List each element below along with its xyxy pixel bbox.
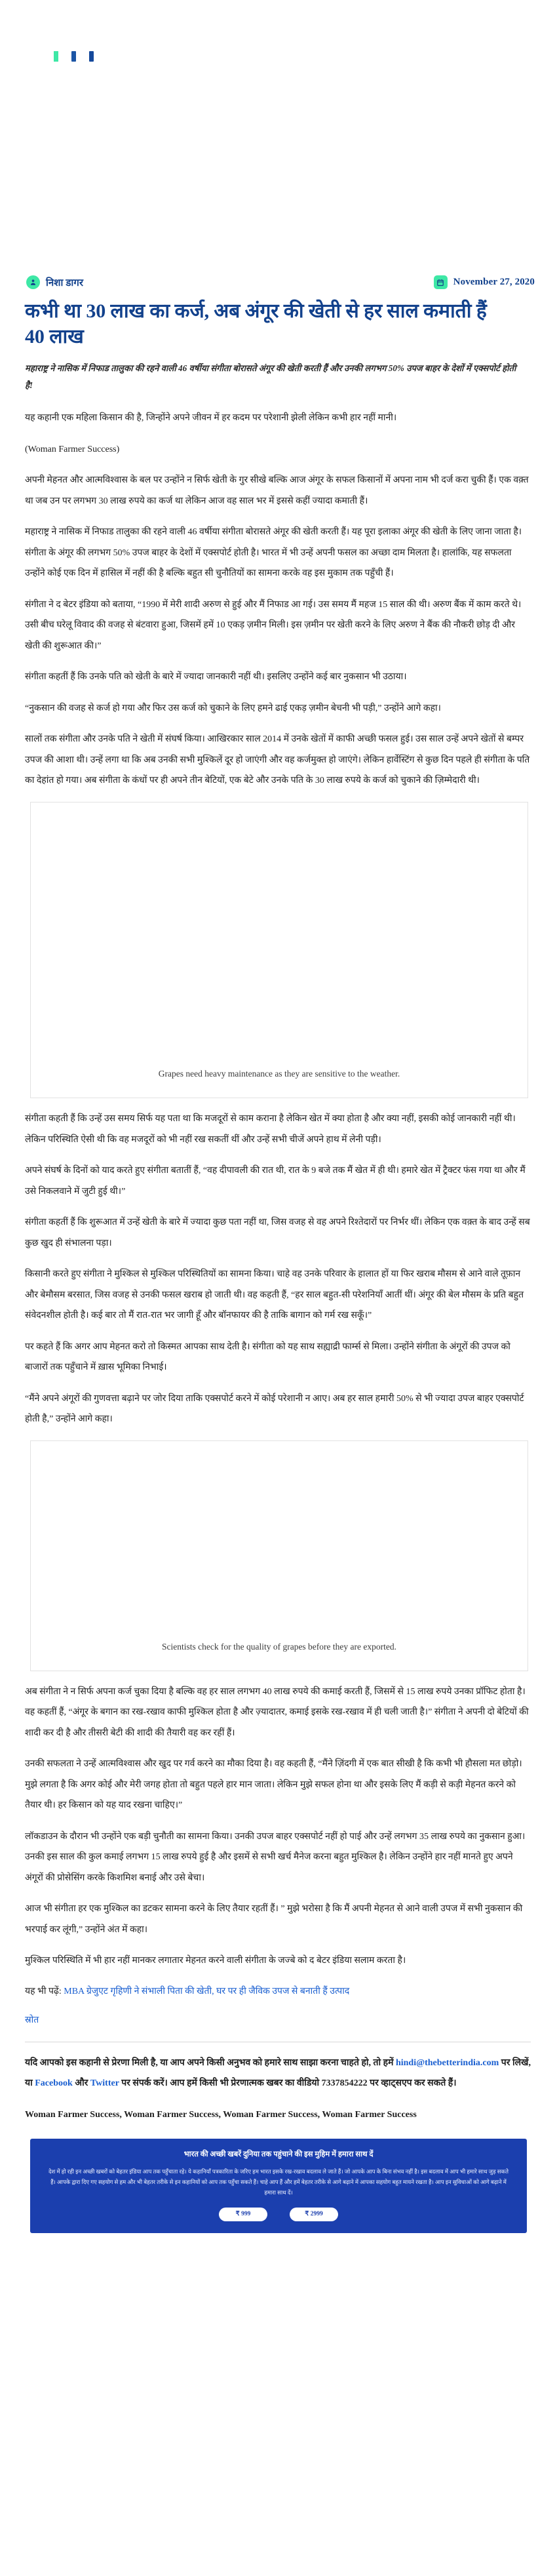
paragraph: महाराष्ट्र ने नासिक में निफाड तालुका की रहने वाली 46 वर्षीया संगीता बोरासते अंगूर की खेती करती हैं। यह पूरा इलाका अंगूर की खेती के लिए जाना जाता है। संगीता के अंगूर की लगभग 50% उपज बाहर के देशों में एक्सपोर्ट होती है। भारत में भी उन्हें अपनी फसल का अच्छा दाम मिलता है। हालांकि, यह सफलता उन्होंने कोई एक दिन में हासिल में नहीं की है बल्कि बहुत सी चुनौतियों का सामना करके वह इस मुकाम तक पहुँची हैं। [25,527,522,579]
author-group[interactable] [26,275,83,289]
facebook-link[interactable]: Facebook [35,2078,73,2089]
paragraph: संगीता कहती हैं कि उन्हें उस समय सिर्फ यह पता था कि मजदूरों से काम कराना है लेकिन खेत में क्या होता है और क्या नहीं, इसकी कोई जानकारी नहीं थी। लेकिन परिस्थिति ऐसी थी कि वह मजदूरों को भी नहीं रख सकतीं थीं और उन्हें सभी चीजें अपने हाथ में लेनी पड़ी। [25,1114,516,1145]
calendar-icon [434,275,448,289]
paragraph: लॉकडाउन के दौरान भी उन्होंने एक बड़ी चुनौती का सामना किया। उनकी उपज बाहर एक्सपोर्ट नहीं हो पाई और उन्हें लगभग 35 लाख रुपये का नुकसान हुआ। उनकी इस साल की कुल कमाई लगभग 15 लाख रुपये हुई है और इसमें से सभी खर्च मैनेज करना बहुत मुश्किल है। लेकिन उन्होंने हार नहीं मानते हुए अपने अंगूरों की प्रोसेसिंग करके किशमिश बनाई और उसे बेचा। [25,1831,526,1883]
contact-text-1: यदि आपको इस कहानी से प्रेरणा मिली है, या आप अपने किसी अनुभव को हमारे साथ साझा करना चाहते हो, तो हमें [25,2057,396,2068]
source-link[interactable]: स्रोत [25,2015,39,2025]
donate-999-button[interactable]: ₹ 999 [219,2208,267,2221]
paragraph: अपने संघर्ष के दिनों को याद करते हुए संगीता बतातीं हैं, “वह दीपावली की रात थी, रात के 9 बजे तक मैं खेत में ही थी। हमारे खेत में ट्रैक्टर फंस गया था और मैं उसे निकलवाने में जुटी हुई थी।” [25,1166,526,1197]
contact-text-2: पर लिखें, या [25,2057,531,2089]
read-also-prefix: यह भी पढ़ें: [25,1986,64,1996]
donate-2999-button[interactable]: ₹ 2999 [290,2208,338,2221]
page-title: कभी था 30 लाख का कर्ज, अब अंगूर की खेती से हर साल कमाती हैं 40 लाख [25,300,487,347]
paragraph: (Woman Farmer Success) [25,444,120,454]
read-also-line [22,1982,536,2002]
share-green-icon[interactable] [54,51,58,62]
email-link[interactable]: hindi@thebetterindia.com [395,2057,499,2068]
author-name: निशा डागर [46,277,84,288]
promo-title: भारत की अच्छी खबरें दुनिया तक पहुंचाने की इस मुहिम में हमारा साथ दें [183,2150,374,2158]
paragraph: “नुकसान की वजह से कर्ज हो गया और फिर उस कर्ज को चुकाने के लिए हमने ढाई एकड़ ज़मीन बेचनी भी पड़ी,” उन्होंने आगे कहा। [25,703,441,713]
whatsapp-number: 7337854222 [321,2078,368,2089]
promo-button-row [42,2208,515,2221]
paragraph: अब संगीता ने न सिर्फ अपना कर्ज चुका दिया है बल्कि वह हर साल लगभग 40 लाख रुपये की कमाई करती हैं, जिसमें से 15 लाख रुपये उनका प्रॉफिट होता है। वह कहतीं हैं, “अंगूर के बगान का रख-रखाव काफी मुश्किल होता है और ज़्यादातर, कमाई इसके रख-रखाव में ही चली जाती है।” संगीता ने अपनी दो बेटियों की शादी कर दी है और तीसरी बेटी की शादी की तैयारी वह कर रहीं हैं। [25,1686,529,1738]
paragraph: किसानी करते हुए संगीता ने मुश्किल से मुश्किल परिस्थितियों का सामना किया। चाहे वह उनके परिवार के हालात हों या फिर खराब मौसम से आने वाले तूफ़ान और बेमौसम बरसात, जिस वजह से उनकी फसल खराब हो जाती थी। वह कहती हैं, “हर साल बहुत-सी परेशनियाँ आतीं थीं। अंगूर की बेल मौसम के प्रति बहुत संवेदनशील होती है। कई बार तो मैं रात-रात भर जागी हूँ और बॉनफायर की है ताकि बागान को गर्म रख सकूँ।” [25,1269,524,1321]
promo-body: देश में हो रही इन अच्छी खबरों को बेहतर इंडिया आप तक पहुँचाता रहे। ये कहानियाँ पत्रकारिता के जरिए हम भारत इसके रख-रखाव बदलाव ले जाते हैं। जो आपके आप के बिना संभव नहीं है। इस बदलाव में आप भी हमारे साथ जुड़ सकते हैं। आपके द्वारा दिए गए सहयोग से हम और भी बेहतर तरीके से इन कहानियों को आप तक पहुँचा सकते हैं। चाहे आप हैं और हमें बेहतर तरीके से आगे बढ़ाने में आपका सहयोग बहुत मायने रखता है। आप इन सुविधाओं को आगे बढ़ाने में हमारा साथ दें। [48,2168,509,2196]
paragraph: उनकी सफलता ने उन्हें आत्मविश्वास और खुद पर गर्व करने का मौका दिया है। वह कहती हैं, “मैंने ज़िंदगी में एक बात सीखी है कि कभी भी हौसला मत छोड़ो। मुझे लगता है कि अगर कोई और मेरी जगह होता तो बहुत पहले हार मान जाता। लेकिन मुझे सफल होना था और इसके लिए मैं कड़ी से कड़ी मेहनत करने को तैयार थी। हर किसान को यह याद रखना चाहिए।” [25,1759,522,1811]
paragraph: संगीता ने द बेटर इंडिया को बताया, “1990 में मेरी शादी अरुण से हुई और मैं निफाड आ गई। उस समय मैं महज 15 साल की थी। अरुण बैंक में काम करते थे। उसी बीच घरेलू विवाद की वजह से बंटवारा हुआ, जिसमें हमें 10 एकड़ ज़मीन मिली। इस ज़मीन पर खेती करने के लिए अरुण ने बैंक की नौकरी छोड़ दी और खेती की शुरूआत की।” [25,599,522,651]
user-avatar-icon [26,275,40,289]
read-also-link[interactable]: MBA ग्रेजुएट गृहिणी ने संभाली पिता की खेती, घर पर ही जैविक उपज से बनाती हैं उत्पाद [64,1986,350,1996]
article-figure [30,1440,528,1671]
paragraph: मुश्किल परिस्थिति में भी हार नहीं मानकर लगातार मेहनत करने वाली संगीता के जज्बे को द बेटर इंडिया सलाम करता है। [25,1956,406,1966]
contact-text-5: पर व्हाट्सएप कर सकते हैं। [367,2078,457,2089]
share-twitter-icon[interactable] [89,51,94,62]
date-group [434,275,535,289]
publish-date: November 27, 2020 [453,277,535,287]
paragraph: “मैंने अपने अंगूरों की गुणवत्ता बढ़ाने पर जोर दिया ताकि एक्सपोर्ट करने में कोई परेशानी न आए। अब हर साल हमारी 50% से भी ज्यादा उपज बाहर एक्सपोर्ट होती है,” उन्होंने आगे कहा। [25,1393,524,1425]
paragraph: अपनी मेहनत और आत्मविश्वास के बल पर उन्होंने न सिर्फ खेती के गुर सीखे बल्कि आज अंगूर के सफल किसानों में अपना नाम भी दर्ज करा चुकी हैं। एक वक़्त था जब उन पर लगभग 30 लाख रुपये का कर्ज था लेकिन आज वह साल भर में इससे कहीं ज्यादा कमाती हैं। [25,475,529,506]
contact-text-3: और [72,2078,90,2089]
figure-caption: Scientists check for the quality of grapes before they are exported. [162,1641,396,1652]
broken-image-placeholder [31,1441,528,1638]
share-facebook-icon[interactable] [71,51,76,62]
hero-image-placeholder [0,66,557,275]
paragraph: सालों तक संगीता और उनके पति ने खेती में संघर्ष किया। आखिरकार साल 2014 में उनके खेतों में काफी अच्छी फसल हुई। उस साल उन्हें अपने खेतों से बम्पर उपज की आशा थी। उन्हें लगा था कि अब उनकी सभी मुश्किलें दूर हो जाएंगी और वह कर्जमुक्त हो जाएंगे। लेकिन हार्वेस्टिंग से कुछ दिन पहले ही संगीता के पति का देहांत हो गया। अब संगीता के कंधों पर ही अपने तीन बेटियों, एक बेटे और उनके पति के 30 लाख रुपये के कर्ज को चुकाने की ज़िम्मेदारी थी। [25,734,530,786]
page-bottom-spacer [0,2259,557,2292]
paragraph: संगीता कहतीं हैं कि उनके पति को खेती के बारे में ज्यादा जानकारी नहीं थी। इसलिए उन्होंने कई बार नुकसान भी उठाया। [25,672,407,683]
article-content [0,275,557,2124]
contact-block [22,2053,536,2094]
figure-caption: Grapes need heavy maintenance as they are sensitive to the weather. [158,1068,400,1079]
paragraph: संगीता कहतीं हैं कि शुरूआत में उन्हें खेती के बारे में ज्यादा कुछ पता नहीं था, जिस वजह से वह अपने रिश्तेदारों पर निर्भर थीं। लेकिन एक वक़्त के बाद उन्हें सब कुछ खुद ही संभालना पड़ा। [25,1218,530,1248]
article-tags: Woman Farmer Success, Woman Farmer Success, Woman Farmer Success, Woman Farmer Success [25,2109,417,2120]
article-figure [30,802,528,1098]
donation-promo-banner [30,2139,527,2233]
byline [22,275,536,289]
source-line [22,2011,536,2030]
paragraph: पर कहते हैं कि अगर आप मेहनत करो तो किस्मत आपका साथ देती है। संगीता को यह साथ सह्याद्री फार्म्स से मिला। उन्होंने संगीता के अंगूरों की उपज को बाजारों तक पहुँचाने में ख़ास भूमिका निभाई। [25,1341,510,1373]
article-excerpt: महाराष्ट्र ने नासिक में निफाड तालुका की रहने वाली 46 वर्षीया संगीता बोरासते अंगूर की खेती करती हैं और उनकी लगभग 50% उपज बाहर के देशों में एक्सपोर्ट होती है! [25,363,516,390]
paragraph: आज भी संगीता हर एक मुश्किल का डटकर सामना करने के लिए तैयार रहतीं हैं। ” मुझे भरोसा है कि मैं अपनी मेहनत से आने वाली उपज में सभी नुकसान की भरपाई कर लूंगी,” उन्होंने अंत में कहा। [25,1904,523,1935]
twitter-link[interactable]: Twitter [90,2078,119,2089]
paragraph: यह कहानी एक महिला किसान की है, जिन्होंने अपने जीवन में हर कदम पर परेशानी झेली लेकिन कभी हार नहीं मानी। [25,413,397,424]
broken-image-placeholder [31,803,528,1065]
social-share-rail [0,0,557,66]
contact-text-4: पर संपर्क करें। आप हमें किसी भी प्रेरणात्मक खबर का वीडियो [119,2078,322,2089]
